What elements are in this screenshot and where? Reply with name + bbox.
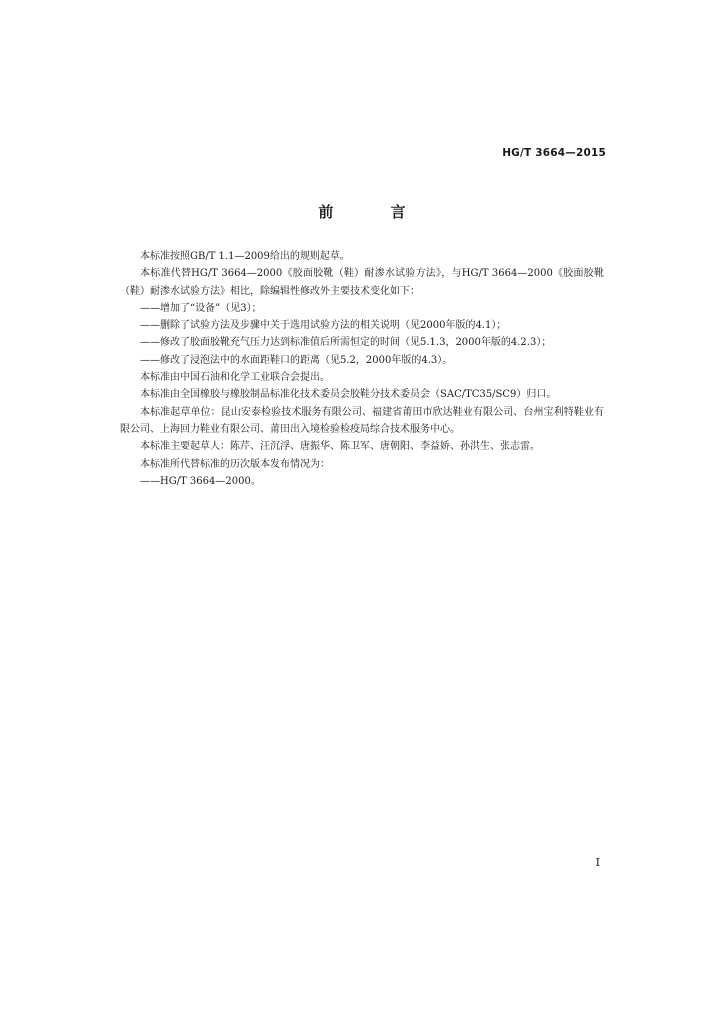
page-number: I [595, 856, 600, 869]
paragraph-committee: 本标准由全国橡胶与橡胶制品标准化技术委员会胶鞋分技术委员会（SAC/TC35/SC9）归口。 [140, 389, 557, 401]
paragraph-drafters: 本标准主要起草人：陈芹、汪沉浮、唐振华、陈卫军、唐朝阳、李益娇、孙洪生、张志雷。 [140, 441, 540, 453]
list-item-change: ——修改了浸泡法中的水面距鞋口的距离（见5.2，2000年版的4.3）。 [140, 354, 453, 366]
paragraph-drafting-rules: 本标准按照GB/T 1.1—2009给出的规则起草。 [140, 251, 350, 262]
paragraph-drafting-units: 本标准起草单位：昆山安泰检验技术服务有限公司、福建省莆田市欣达鞋业有限公司、台州宝利特鞋业有限公司、上海回力鞋业有限公司、莆田出入境检验检疫局综合技术服务中心。 [120, 406, 604, 435]
paragraph-proposer: 本标准由中国石油和化学工业联合会提出。 [140, 372, 330, 384]
list-item-change: ——增加了“设备”（见3）； [140, 302, 262, 314]
foreword-body [120, 248, 604, 490]
list-item-history: ——HG/T 3664—2000。 [140, 475, 261, 487]
paragraph-replacement: 本标准代替HG/T 3664—2000《胶面胶靴（鞋）耐渗水试验方法》，与HG/T 3664—2000《胶面胶靴（鞋）耐渗水试验方法》相比，除编辑性修改外主要技术变化如下： [120, 268, 604, 297]
paragraph-history-intro: 本标准所代替标准的历次版本发布情况为： [140, 458, 330, 470]
standard-code: HG/T 3664—2015 [502, 147, 606, 159]
list-item-change: ——删除了试验方法及步骤中关于选用试验方法的相关说明（见2000年版的4.1）； [140, 320, 507, 332]
page-title: 前 言 [318, 203, 432, 221]
list-item-change: ——修改了胶面胶靴充气压力达到标准值后所需恒定的时间（见5.1.3，2000年版的4.2.3）； [140, 337, 552, 349]
